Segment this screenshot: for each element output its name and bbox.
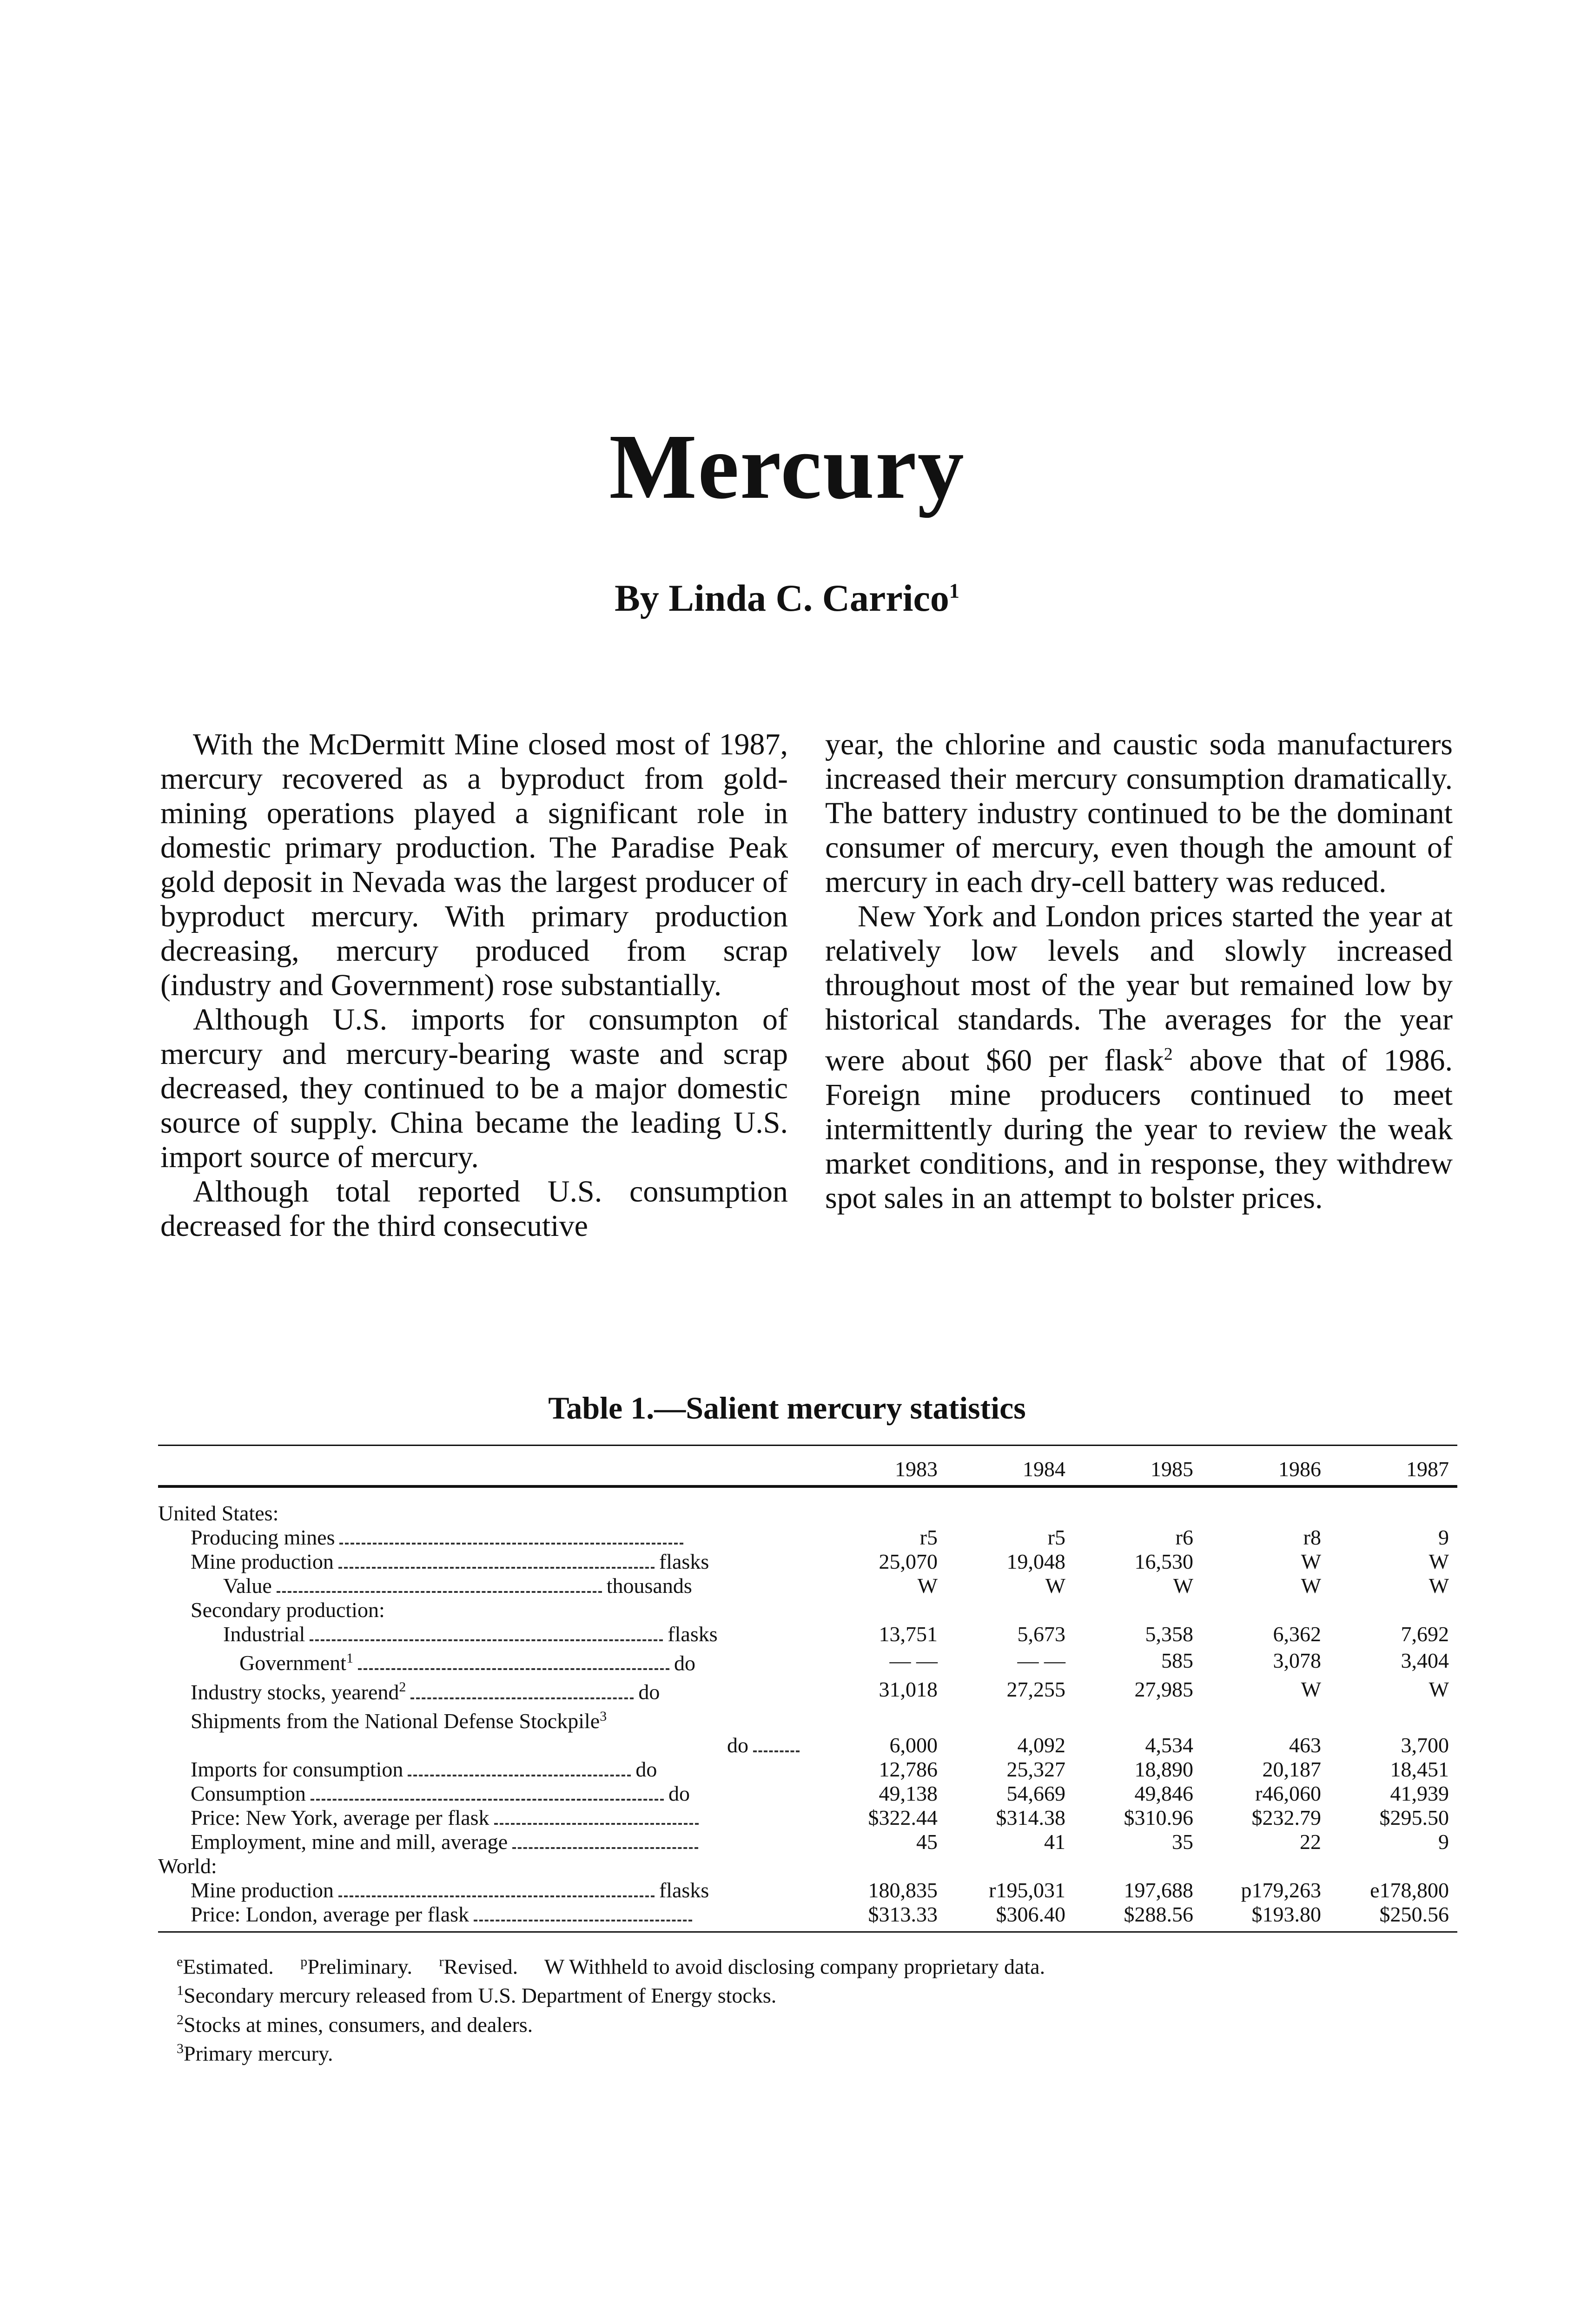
section-label-text: Shipments from the National Defense Stockpile <box>191 1709 600 1733</box>
row-label <box>158 1733 818 1757</box>
table-cell: 12,786 <box>879 1757 938 1781</box>
table-cell: 27,255 <box>1006 1677 1065 1702</box>
table-row <box>158 1902 1457 1927</box>
table-cell: 4,534 <box>1145 1733 1193 1757</box>
table-cell: 5,358 <box>1145 1622 1193 1646</box>
table-cell: r195,031 <box>989 1878 1065 1902</box>
table-cell: W <box>1045 1574 1065 1598</box>
section-row <box>158 1704 1457 1733</box>
dash-placeholder: — — <box>889 1649 938 1673</box>
table-cell: 13,751 <box>879 1622 938 1646</box>
footnote-text: Preliminary. <box>307 1954 412 1979</box>
footnote-text: Revised. <box>443 1954 518 1979</box>
section-label-text: Secondary production: <box>191 1598 385 1622</box>
table-footnotes <box>177 1950 1045 2066</box>
row-label <box>158 1757 818 1782</box>
table-title: Table 1.—Salient mercury statistics <box>548 1390 1026 1426</box>
table-cell: 41 <box>1044 1829 1065 1854</box>
table-cell: 4,092 <box>1017 1733 1065 1757</box>
row-label-text: Consumption <box>191 1781 306 1805</box>
unit-label: do <box>638 1680 660 1704</box>
table-cell: 25,070 <box>879 1550 938 1573</box>
footnote-marker: 2 <box>1164 1044 1173 1064</box>
table-cell: 41,939 <box>1390 1781 1449 1805</box>
table-row <box>158 1622 1457 1646</box>
paragraph: Although U.S. imports for consumpton of mercury and mercury-bearing waste and scrap decreased, they continued to be a major domestic source of supply. China became the leading U.S. import source of mercury. <box>160 1003 788 1174</box>
leader-dots <box>338 1895 655 1897</box>
row-label <box>158 1525 818 1550</box>
section-row <box>158 1598 1457 1622</box>
table-row <box>158 1806 1457 1830</box>
leader-dots <box>358 1668 669 1670</box>
row-label-text: Price: London, average per flask <box>191 1902 470 1926</box>
footnote-text: Estimated. <box>183 1954 274 1979</box>
table-cell: W <box>1301 1677 1321 1702</box>
table-cell: $314.38 <box>996 1805 1065 1829</box>
table-cell: r8 <box>1303 1525 1321 1549</box>
row-label-text: Value <box>223 1574 272 1598</box>
table-cell: r5 <box>1047 1525 1065 1549</box>
unit-label: do <box>668 1781 690 1805</box>
row-label-text: Producing mines <box>191 1525 335 1549</box>
table-cell: $288.56 <box>1124 1902 1193 1926</box>
footnote-line <box>177 2008 1045 2037</box>
footnote-marker: 1 <box>346 1651 353 1666</box>
table-cell: $310.96 <box>1124 1805 1193 1829</box>
section-row <box>158 1854 1457 1878</box>
leader-dots <box>310 1639 663 1641</box>
table-cell: p179,263 <box>1241 1878 1321 1902</box>
table-row <box>158 1757 1457 1782</box>
footnote-text: W Withheld to avoid disclosing company proprietary data. <box>544 1954 1045 1979</box>
unit-label <box>727 1733 818 1757</box>
unit-label: flasks <box>659 1550 709 1573</box>
dash-placeholder: — — <box>1017 1649 1065 1673</box>
page-title: Mercury <box>609 416 965 518</box>
row-label <box>158 1782 818 1806</box>
paragraph <box>825 899 1453 1215</box>
table-cell: W <box>1429 1574 1449 1598</box>
author-footnote-marker: 1 <box>949 579 959 602</box>
table-cell: 3,700 <box>1401 1733 1449 1757</box>
table-cell: 5,673 <box>1017 1622 1065 1646</box>
table-bottom-rule <box>158 1931 1457 1933</box>
table-row <box>158 1646 1457 1675</box>
footnote-line <box>177 1979 1045 2007</box>
byline <box>0 576 1574 620</box>
table-cell: 18,451 <box>1390 1757 1449 1781</box>
table-cell: 6,000 <box>889 1733 938 1757</box>
year-header: 1983 <box>895 1457 938 1481</box>
leader-dots <box>338 1567 655 1569</box>
leader-dots <box>311 1799 664 1801</box>
table-cell: 45 <box>916 1829 938 1854</box>
leader-dots <box>512 1847 698 1849</box>
table-cell: 16,530 <box>1134 1550 1193 1573</box>
unit-label: flasks <box>659 1878 709 1902</box>
row-label <box>158 1550 818 1574</box>
footnote-marker: p <box>300 1954 308 1969</box>
leader-dots <box>410 1697 634 1699</box>
header-blank <box>158 1455 818 1484</box>
table-cell <box>946 1646 1074 1675</box>
table-cell: $193.80 <box>1251 1902 1321 1926</box>
table-cell: 22 <box>1300 1829 1321 1854</box>
year-header: 1985 <box>1151 1457 1193 1481</box>
leader-dots <box>474 1920 692 1921</box>
paragraph: With the McDermitt Mine closed most of 1987, mercury recovered as a byproduct from gold-mining operations played a significant role in domestic primary production. The Paradise Peak gold deposit in Nevada was the largest producer of byproduct mercury. With primary production decreasing, mercury produced from scrap (industry and Government) rose substantially. <box>160 727 788 1002</box>
body-column-right <box>825 727 1453 1215</box>
leader-dots <box>408 1775 631 1776</box>
paragraph: Although total reported U.S. consumption decreased for the third consecutive <box>160 1175 788 1243</box>
table-cell: $306.40 <box>996 1902 1065 1926</box>
table-cell: 49,846 <box>1134 1781 1193 1805</box>
section-label: World: <box>158 1854 217 1878</box>
footnote-marker: e <box>177 1954 183 1969</box>
table-cell: 49,138 <box>879 1781 938 1805</box>
row-label-text: Industry stocks, yearend <box>191 1680 399 1704</box>
table-cell: 31,018 <box>879 1677 938 1702</box>
table-row <box>158 1550 1457 1574</box>
paragraph-text: above that of 1986. Foreign mine producers continued to meet intermittently during the year to review the weak market conditions, and in response, they withdrew spot sales in an attempt to bolster prices. <box>825 1043 1453 1215</box>
leader-dots <box>277 1591 602 1593</box>
table-cell: 27,985 <box>1134 1677 1193 1702</box>
table-cell: 9 <box>1438 1829 1449 1854</box>
gap-cell <box>158 1484 1457 1501</box>
table-row <box>158 1830 1457 1854</box>
row-label <box>158 1806 818 1830</box>
table-cell: e178,800 <box>1370 1878 1449 1902</box>
table-cell: 9 <box>1438 1525 1449 1549</box>
table-top-rule <box>158 1445 1457 1446</box>
footnote-marker: 1 <box>177 1983 184 1999</box>
section-label <box>158 1598 1457 1622</box>
table-row <box>158 1782 1457 1806</box>
row-label <box>158 1622 818 1646</box>
unit-label: flasks <box>668 1622 718 1646</box>
header-gap <box>158 1484 1457 1501</box>
footnote-marker: 2 <box>399 1679 406 1695</box>
row-label <box>158 1878 818 1902</box>
footnote-marker: 3 <box>177 2040 184 2056</box>
table-cell: W <box>917 1574 938 1598</box>
table-cell: $295.50 <box>1379 1805 1449 1829</box>
row-label-text: Price: New York, average per flask <box>191 1805 489 1829</box>
section-label: United States: <box>158 1501 279 1525</box>
footnote-text: Primary mercury. <box>184 2041 333 2066</box>
leader-dots <box>494 1823 699 1825</box>
row-label <box>158 1675 818 1704</box>
year-header: 1986 <box>1278 1457 1321 1481</box>
table-cell: $313.33 <box>868 1902 938 1926</box>
row-label-text: Imports for consumption <box>191 1757 403 1781</box>
row-label-text: Mine production <box>191 1878 334 1902</box>
table-cell: r6 <box>1175 1525 1193 1549</box>
table-cell: r46,060 <box>1255 1781 1321 1805</box>
row-label-text: Industrial <box>223 1622 305 1646</box>
table-cell: $322.44 <box>868 1805 938 1829</box>
table-row <box>158 1675 1457 1704</box>
author-name: By Linda C. Carrico <box>615 577 949 619</box>
table-cell: 3,078 <box>1273 1649 1321 1673</box>
row-label-text: Government <box>239 1651 346 1675</box>
table-cell: W <box>1301 1550 1321 1573</box>
footnote-marker: r <box>439 1954 444 1969</box>
table-row <box>158 1574 1457 1598</box>
year-header: 1984 <box>1023 1457 1065 1481</box>
footnote-marker: 2 <box>177 2012 184 2027</box>
footnote-line <box>177 1950 1045 1979</box>
table-cell: 25,327 <box>1006 1757 1065 1781</box>
row-label <box>158 1830 818 1854</box>
unit-text: do <box>727 1733 748 1757</box>
table-row <box>158 1733 1457 1757</box>
table-cell: 18,890 <box>1134 1757 1193 1781</box>
footnote-text: Secondary mercury released from U.S. Department of Energy stocks. <box>184 1983 777 2007</box>
paragraph-text: New York and London prices started the year at relatively low levels and slowly increased throughout most of the year but remained low by historical standards. The averages for the year were about $60 per flask <box>825 899 1453 1077</box>
table-row <box>158 1525 1457 1550</box>
row-label-text: Mine production <box>191 1550 334 1573</box>
table-cell: W <box>1429 1550 1449 1573</box>
table-cell: 35 <box>1172 1829 1193 1854</box>
table-cell: 197,688 <box>1124 1878 1193 1902</box>
table-cell: 3,404 <box>1401 1649 1449 1673</box>
table-cell: 7,692 <box>1401 1622 1449 1646</box>
footnote-line <box>177 2037 1045 2066</box>
table-cell: $250.56 <box>1379 1902 1449 1926</box>
footnote-text: Stocks at mines, consumers, and dealers. <box>184 2012 533 2036</box>
leader-dots <box>339 1543 683 1545</box>
unit-label: do <box>635 1757 657 1781</box>
body-column-left <box>160 727 788 1243</box>
table-cell: 54,669 <box>1006 1781 1065 1805</box>
salient-statistics-table <box>158 1455 1457 1927</box>
leader-dots <box>753 1750 800 1752</box>
table-cell: 463 <box>1289 1733 1321 1757</box>
unit-label: do <box>674 1651 695 1675</box>
row-label <box>158 1646 818 1675</box>
year-header: 1987 <box>1406 1457 1449 1481</box>
row-label-text: Employment, mine and mill, average <box>191 1829 508 1854</box>
table-cell <box>818 1646 946 1675</box>
footnote-marker: 3 <box>600 1708 607 1724</box>
row-label <box>158 1902 818 1927</box>
table-row <box>158 1878 1457 1902</box>
section-label <box>158 1704 1457 1733</box>
table-cell: W <box>1301 1574 1321 1598</box>
section-row <box>158 1501 1457 1525</box>
table-cell: 180,835 <box>868 1878 938 1902</box>
table-cell: W <box>1173 1574 1193 1598</box>
table-cell: 19,048 <box>1006 1550 1065 1573</box>
table-header-row <box>158 1455 1457 1484</box>
table-cell: 585 <box>1161 1649 1193 1673</box>
table-cell: 20,187 <box>1262 1757 1321 1781</box>
table-cell: $232.79 <box>1251 1805 1321 1829</box>
table-cell: W <box>1429 1677 1449 1702</box>
table-cell: 6,362 <box>1273 1622 1321 1646</box>
paragraph: year, the chlorine and caustic soda manufacturers increased their mercury consumption dramatically. The battery industry continued to be the dominant consumer of mercury, even though the amount of mercury in each dry-cell battery was reduced. <box>825 727 1453 899</box>
row-label <box>158 1574 818 1598</box>
table-cell: r5 <box>919 1525 938 1549</box>
unit-label: thousands <box>606 1574 692 1598</box>
